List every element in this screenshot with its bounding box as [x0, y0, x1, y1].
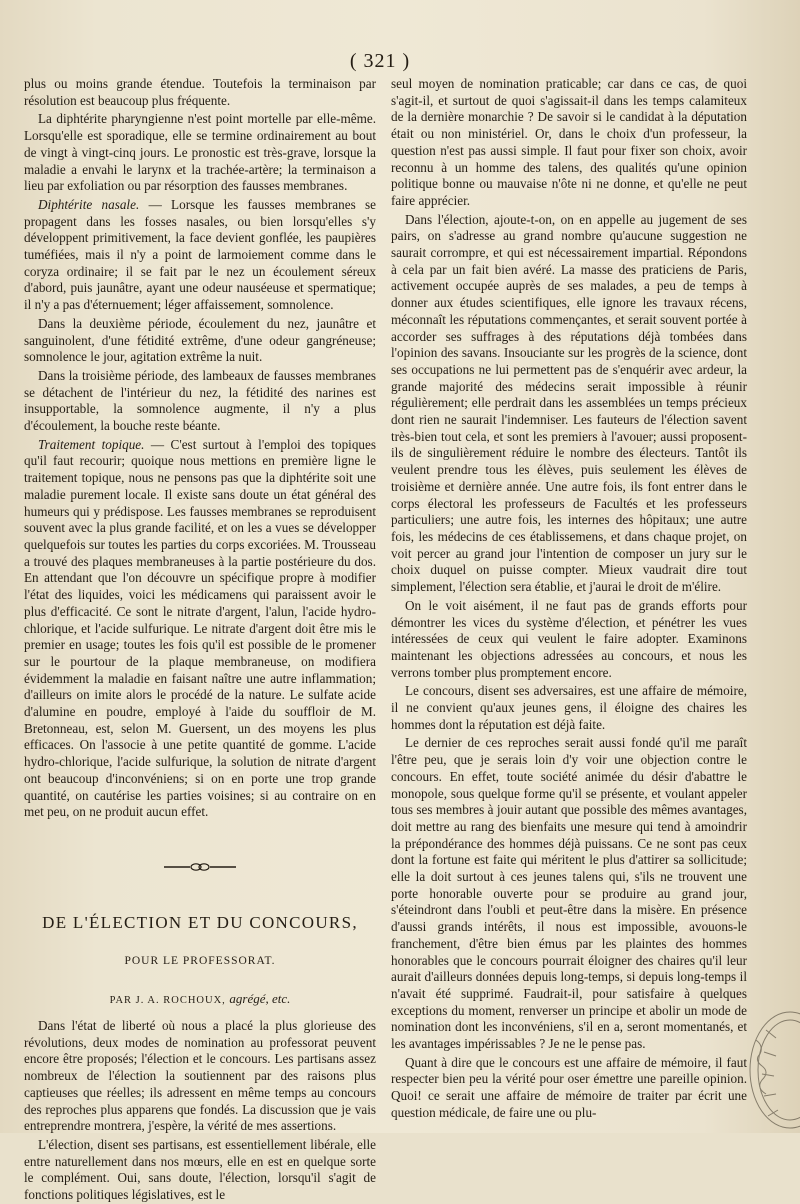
byline-role: agrégé, etc. — [229, 991, 291, 1007]
paragraph: plus ou moins grande étendue. Toutefois la terminaison par résolution est beaucoup plus fréquente. — [24, 76, 376, 108]
paragraph: Dans la troisième période, des lambeaux de fausses membranes se détachent de l'intérieur du nez, la fétidité des narines est insupportable, la somnolence augmente, il n'y a plus d'écoulement, la bouche reste béante. — [24, 367, 376, 434]
left-column — [24, 76, 376, 1204]
byline-author: PAR J. A. ROCHOUX, — [109, 995, 226, 1007]
paragraph: seul moyen de nomination praticable; car dans ce cas, de quoi s'agit-il, et surtout de quoi s'agissait-il dans les temps calamiteux de la dernière monarchie ? De savoir si le candidat à la députation était ou non ministériel. Or, dans le choix d'un professeur, la question n'est pas aussi simple. Il faut pour fixer son choix, avoir reconnu à un homme des talens, des qualités qu'une opinion politique bonne ou mauvaise n'ôte ni ne donne, et qu'elle ne peut faire apprécier. — [391, 76, 747, 208]
article-subtitle: POUR LE PROFESSORAT. — [124, 954, 276, 967]
paragraph: La diphtérite pharyngienne n'est point mortelle par elle-même. Lorsqu'elle est sporadique, elle se termine ordinairement au bout de vingt à vingt-cinq jours. Le pronostic est très-grave, lorsque la maladie a envahi le larynx et la trachée-artère; la terminaison a lieu par exfoliation ou par résorption des fausses membranes. — [24, 111, 376, 194]
paragraph: On le voit aisément, il ne faut pas de grands efforts pour démontrer les vices du système d'élection, et pénétrer les vues intéressées de ceux qui veulent le faire adopter. Examinons maintenant les objections adressées au concours, et nous les verrons tomber plus promptement encore. — [391, 597, 747, 680]
paragraph: Dans l'état de liberté où nous a placé la plus glorieuse des révolutions, deux modes de nomination au professorat peuvent encore être proposés; l'élection et le concours. Les partisans assez nombreux de l'élection la soutiennent par des raisons plus captieuses que réelles; ils adressent en même temps au concours des reproches plus apparens que fondés. La discussion que je vais entreprendre montrera, j'espère, la vérité de mes assertions. — [24, 1018, 376, 1134]
paragraph-text: — C'est surtout à l'emploi des topiques qu'il faut recourir; quoique nous mettions en première ligne le traitement topique, nous ne pensons pas que la diphtérite soit une maladie purement locale. Il existe sans doute un état général des humeurs qui y prédispose. Les fausses membranes se reproduisent souvent avec la plus grande facilité, et on les a vues se développer quelquefois sur toutes les parties du corps excoriées. M. Trousseau a trouvé des plaques membraneuses à la partie postérieure du dos. En attendant que l'on découvre un spécifique propre à modifier l'état des liquides, voici les médicamens qui paraissent avoir le plus d'efficacité. Ce sont le nitrate d'argent, l'alun, l'acide hydro-chlorique, et l'acide sulfurique. Le nitrate d'argent doit être mis le premier en usage; toutes les fois qu'il est possible de le promener sur le pourtour de la plaque membraneuse, on modifiera évidemment la maladie en faisant naître une autre inflammation; d'ailleurs on imite alors le procédé de la nature. Le sulfate acide d'alumine en poudre, employé à l'aide du souffloir de M. Bretonneau, est, selon M. Guersent, un des moyens les plus efficaces. On l'associe à une petite quantité de gomme. L'acide hydro-chlorique, l'acide sulfurique, la solution de nitrate d'argent ont beaucoup d'inconvéniens; si on en porte une trop grande quantité, on cautérise les parties voisines; si au contraire on en met peu, on ne produit aucun effet. — [24, 436, 376, 820]
paragraph — [24, 197, 376, 314]
paragraph: Dans l'élection, ajoute-t-on, on en appelle au jugement de ses pairs, on s'adresse au grand nombre qu'aucune suggestion ne saurait corrompre, et qui est nécessairement impartial. Répondons à cela par un fait bien avéré. La masse des praticiens de Paris, activement occupée auprès de ses malades, a peu de temps à donner aux études scientifiques, elle ignore les travaux récens, méconnaît les réputations commençantes, et serait souvent portée à accorder ses suffrages à des réputations déjà tombées dans l'opinion des savans. Insouciante sur les progrès de la science, dont ses occupations ne lui permettent pas de s'enquérir avec ardeur, la grande majorité des médecins serait impossible à réunir régulièrement; elle perdrait dans les assemblées un temps précieux dont rien ne saurait l'indemniser. Les fauteurs de l'élection savent très-bien tout cela, et sont les premiers à l'avouer; aussi proposent-ils de singulièrement réduire le nombre des électeurs. Tantôt ils veulent prendre tous les élèves, puis seulement les élèves de troisième et dernière année. Une autre fois, ils font entrer dans le corps électoral les professeurs de Facultés et les professeurs particuliers; une autre fois, les internes des hôpitaux; une autre fois, les médecins de ces établissemens, et dans chaque projet, on voit percer au grand jour l'intention de composer un jury sur le choix duquel on puisse compter. Mieux vaudrait dire tout simplement, l'élection sera établie, et j'aurai le droit de m'élire. — [391, 211, 747, 595]
section-divider-ornament — [24, 861, 376, 873]
paragraph — [24, 437, 376, 821]
section-lead: Traitement topique. — [38, 436, 145, 452]
library-stamp — [726, 1000, 800, 1133]
paragraph: Le dernier de ces reproches serait aussi fondé qu'il me paraît l'être peu, que je serais loin d'y voir une objection contre le concours. En effet, toute société animée du désir d'abattre le monopole, sous quelque forme qu'il se présente, et voulant appeler tous ses membres à jouir autant que possible des mêmes avantages, doit mettre au rang des bienfaits une mesure qui tend à amoindrir la prépondérance des hommes déjà puissans. Ce ne sont pas ceux dont la fortune est faite qui méritent le plus d'attirer sa sollicitude; elle la doit surtout à ces jeunes talens qui, s'ils ne trouvent une porte honorable ouverte pour se produire au grand jour, s'éteindront dans l'oubli et peut-être dans la misère. En présence d'aussi grands intérêts, il nous est impossible, avouons-le franchement, d'être bien émus par les plaintes des hommes honorables que le concours pourrait éloigner des chaires qu'il leur aurait d'ailleurs données depuis long-temps, si depuis long-temps il n'avait été supprimé. Faudrait-il, pour satisfaire à quelques exceptions du moment, renverser un principe et abolir un mode de nomination dont les inconvéniens, s'il en a, seront momentanés, et les avantages impérissables ? Je ne le pense pas. — [391, 735, 747, 1052]
paragraph: Dans la deuxième période, écoulement du nez, jaunâtre et sanguinolent, d'une fétidité extrême, d'une odeur gangréneuse; somnolence le jour, agitation extrême la nuit. — [24, 315, 376, 365]
ornament-icon — [160, 861, 240, 873]
paragraph: L'élection, disent ses partisans, est essentiellement libérale, elle entre naturellement dans nos mœurs, elle en est en quelque sorte le complément. Oui, sans doute, l'élection, lorsqu'il s'agit de fonctions politiques législatives, est le — [24, 1136, 376, 1203]
paragraph: Le concours, disent ses adversaires, est une affaire de mémoire, il ne convient qu'aux jeunes gens, il éloigne des chaires les hommes dont la réputation est déjà faite. — [391, 683, 747, 732]
page-number: ( 321 ) — [349, 50, 411, 72]
article-byline — [24, 991, 376, 1010]
article-title: DE L'ÉLECTION ET DU CONCOURS, — [42, 912, 358, 932]
right-column — [391, 76, 747, 1122]
section-lead: Diphtérite nasale. — [38, 196, 140, 212]
paragraph-text: — Lorsque les fausses membranes se propagent dans les fosses nasales, ou bien lorsqu'elles s'y développent primitivement, la face devient gonflée, les paupières tuméfiées, mais il n'y a point de larmoiement comme dans le coryza ordinaire; il se fait par le nez un écoulement séreux d'abord, puis jaunâtre, ayant une odeur nauséeuse et spermatique; il n'y a pas d'éternuement; léger affaissement, somnolence. — [24, 196, 377, 313]
paragraph: Quant à dire que le concours est une affaire de mémoire, il faut respecter bien peu la vérité pour oser émettre une pareille opinion. Quoi! ce serait une affaire de mémoire de traiter par écrit une question médicale, de faire une ou plu- — [391, 1054, 747, 1120]
